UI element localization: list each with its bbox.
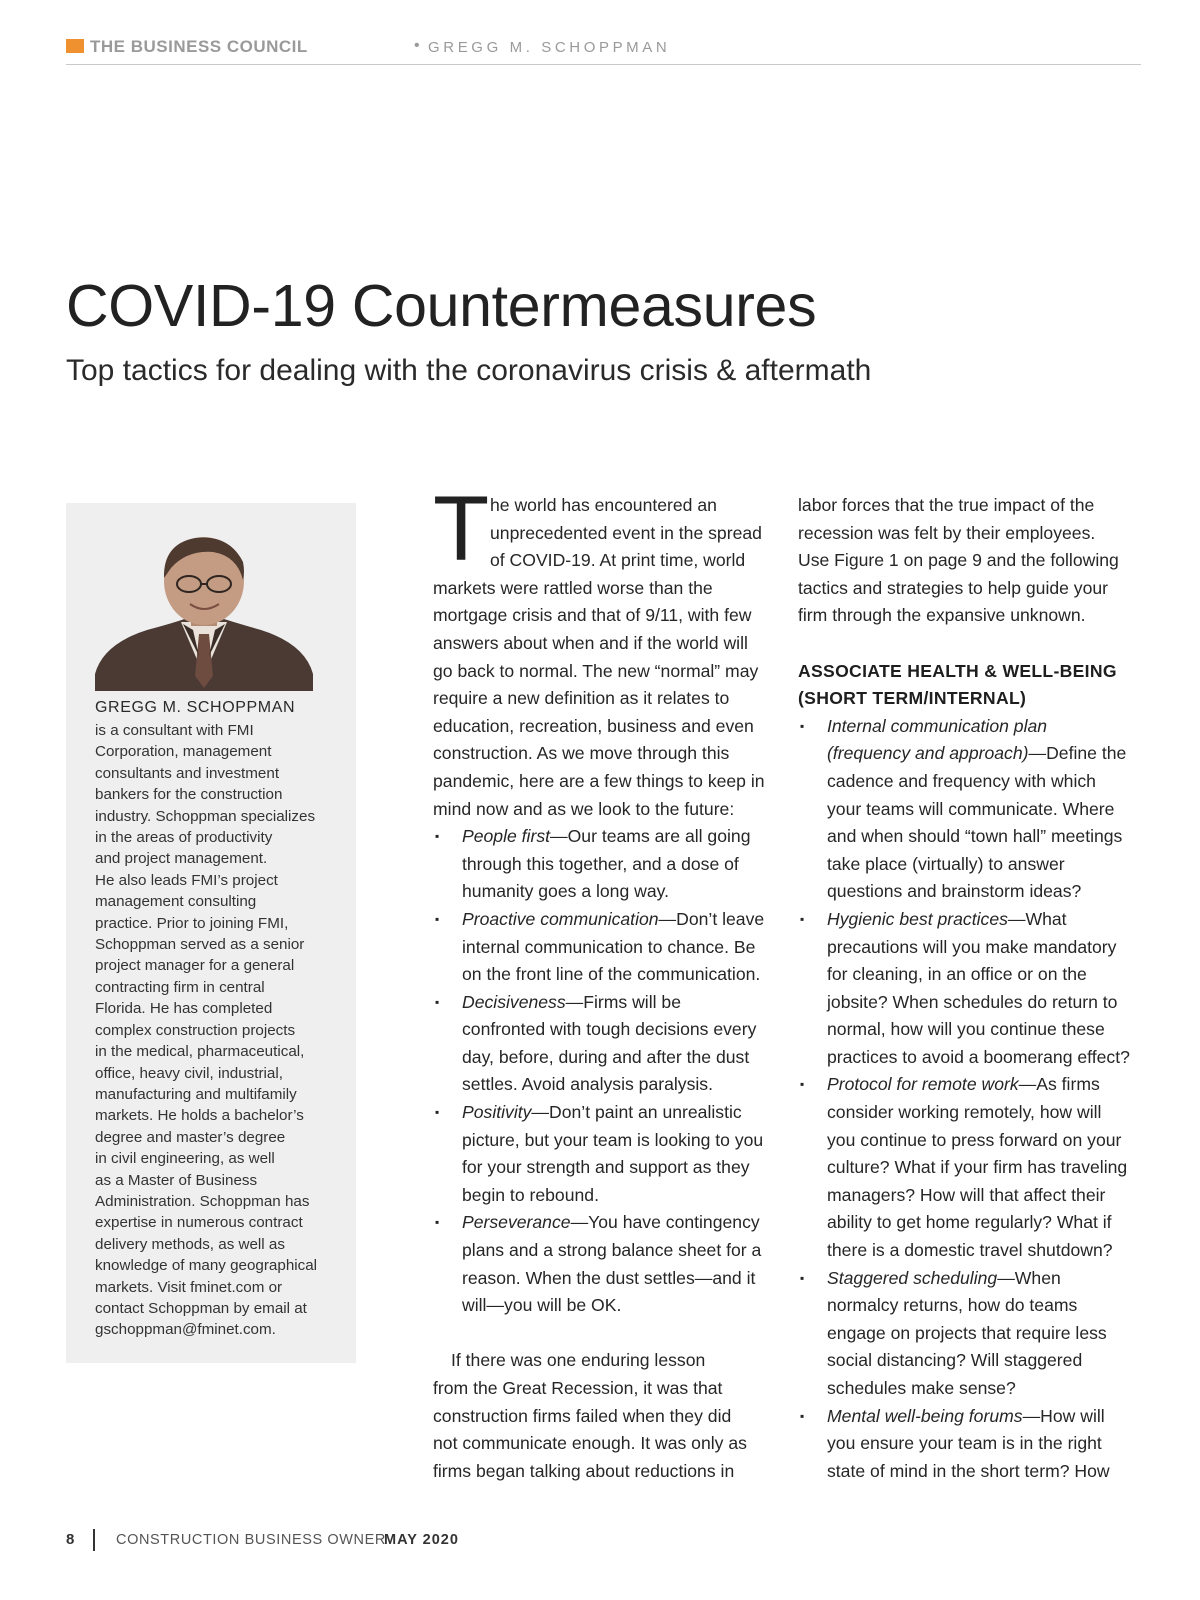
bullet-term: People first <box>462 826 551 847</box>
bullet-line <box>462 1209 773 1237</box>
section-heading: ASSOCIATE HEALTH & WELL-BEING <box>798 660 1117 681</box>
bullet-term: Perseverance <box>462 1212 571 1233</box>
bio-line: Administration. Schoppman has <box>95 1192 310 1210</box>
bullet-term: Protocol for remote work <box>827 1074 1019 1095</box>
bullet-line: through this together, and a dose of <box>462 853 739 874</box>
paragraph-gap <box>433 1320 773 1348</box>
bio-line: manufacturing and multifamily <box>95 1085 297 1103</box>
bullet-term: Positivity <box>462 1102 532 1123</box>
bullet-term: Hygienic best practices <box>827 908 1008 929</box>
bullet-line: settles. Avoid analysis paralysis. <box>462 1074 713 1095</box>
bullet-line <box>827 740 1143 768</box>
bullet-marker: ▪ <box>800 911 805 926</box>
bullet-line: will—you will be OK. <box>462 1295 622 1316</box>
bullet-line: questions and brainstorm ideas? <box>827 881 1082 902</box>
body-line: require a new definition as it relates to <box>433 688 730 709</box>
body-line: recession was felt by their employees. <box>798 522 1096 543</box>
body-line: construction firms failed when they did <box>433 1405 732 1426</box>
bio-line: is a consultant with FMI <box>95 722 254 739</box>
bullet-line <box>462 1099 773 1127</box>
bullet-line: your teams will communicate. Where <box>827 798 1115 819</box>
bullet-line: social distancing? Will staggered <box>827 1350 1083 1371</box>
bullet-marker: ▪ <box>800 1077 805 1092</box>
paragraph-gap <box>798 630 1143 658</box>
bullet-marker: ▪ <box>800 718 805 733</box>
bio-text <box>95 720 345 1341</box>
bio-line: practice. Prior to joining FMI, <box>95 914 289 932</box>
bio-line: contact Schoppman by email at <box>95 1299 307 1317</box>
bio-line: as a Master of Business <box>95 1171 258 1189</box>
bullet-item <box>798 906 1143 1072</box>
bullet-marker: ▪ <box>800 1408 805 1423</box>
bio-line: office, heavy civil, industrial, <box>95 1064 283 1082</box>
magazine-name: CONSTRUCTION BUSINESS OWNER <box>116 1532 386 1548</box>
bio-line: contracting firm in central <box>95 978 265 996</box>
body-line: mortgage crisis and that of 9/11, with few <box>433 605 752 626</box>
bullet-marker: ▪ <box>435 829 440 844</box>
body-line: construction. As we move through this <box>433 743 730 764</box>
bio-line: bankers for the construction <box>95 786 283 804</box>
body-line: labor forces that the true impact of the <box>798 495 1095 515</box>
bullet-line: begin to rebound. <box>462 1184 599 1205</box>
bio-line: markets. Visit fminet.com or <box>95 1278 283 1296</box>
bio-line: consultants and investment <box>95 764 280 782</box>
bio-line: in the areas of productivity <box>95 829 273 847</box>
bio-line: degree and master’s degree <box>95 1128 286 1146</box>
bullet-text: —What <box>1007 908 1067 929</box>
bio-line: Corporation, management <box>95 743 272 761</box>
bio-line: delivery methods, as well as <box>95 1235 285 1253</box>
bullet-item <box>798 1403 1143 1486</box>
bullet-text: —Don’t paint an unrealistic <box>531 1102 742 1123</box>
bio-line: in civil engineering, as well <box>95 1150 275 1168</box>
bullet-line <box>827 1071 1143 1099</box>
bullet-line: confronted with tough decisions every <box>462 1019 757 1040</box>
bullet-term: (frequency and approach) <box>827 743 1029 764</box>
bullet-line <box>462 989 773 1017</box>
bullet-text: —When <box>997 1267 1061 1288</box>
bullet-line: humanity goes a long way. <box>462 881 670 902</box>
bullet-term: Decisiveness <box>462 991 566 1012</box>
bio-line: He also leads FMI’s project <box>95 871 278 889</box>
author-portrait <box>95 526 313 691</box>
bullet-item <box>433 906 773 989</box>
drop-cap: T <box>433 478 490 580</box>
bullet-line: you continue to press forward on your <box>827 1129 1122 1150</box>
bullet-line: ability to get home regularly? What if <box>827 1212 1112 1233</box>
bullet-line: jobsite? When schedules do return to <box>827 991 1118 1012</box>
bio-line: and project management. <box>95 850 268 868</box>
bullet-text: —Define the <box>1028 743 1127 764</box>
body-line: markets were rattled worse than the <box>433 577 713 598</box>
bullet-term: Mental well-being forums <box>827 1405 1023 1426</box>
bio-line: project manager for a general <box>95 957 295 975</box>
bullet-line: reason. When the dust settles—and it <box>462 1267 756 1288</box>
bullet-marker: ▪ <box>800 1270 805 1285</box>
bio-line: complex construction projects <box>95 1021 296 1039</box>
bio-line: in the medical, pharmaceutical, <box>95 1043 305 1061</box>
bullet-term: Proactive communication <box>462 908 659 929</box>
bullet-line <box>827 906 1143 934</box>
bullet-line: picture, but your team is looking to you <box>462 1129 764 1150</box>
body-line: not communicate enough. It was only as <box>433 1433 747 1454</box>
bullet-text: —Firms will be <box>565 991 681 1012</box>
bullet-item <box>798 1071 1143 1264</box>
bio-line: gschoppman@fminet.com. <box>95 1321 276 1339</box>
body-line: mind now and as we look to the future: <box>433 798 735 819</box>
bullet-term: Staggered scheduling <box>827 1267 998 1288</box>
bullet-line: for cleaning, in an office or on the <box>827 964 1087 985</box>
bio-name: GREGG M. SCHOPPMAN <box>95 699 296 716</box>
body-line: education, recreation, business and even <box>433 715 754 736</box>
bullet-marker: ▪ <box>435 1105 440 1120</box>
body-line: pandemic, here are a few things to keep in <box>433 770 765 791</box>
body-line: If there was one enduring lesson <box>451 1350 706 1371</box>
bullet-line: plans and a strong balance sheet for a <box>462 1240 762 1261</box>
bullet-item <box>798 713 1143 906</box>
bullet-line: normalcy returns, how do teams <box>827 1295 1078 1316</box>
article-subtitle: Top tactics for dealing with the coronavirus crisis & aftermath <box>66 354 872 387</box>
bullet-line: consider working remotely, how will <box>827 1102 1102 1123</box>
body-line: from the Great Recession, it was that <box>433 1378 723 1398</box>
bullet-item <box>433 1209 773 1319</box>
bullet-text: —Our teams are all going <box>550 826 751 847</box>
bullet-marker: ▪ <box>435 911 440 926</box>
bullet-line: there is a domestic travel shutdown? <box>827 1240 1113 1261</box>
page-number: 8 <box>66 1531 75 1548</box>
article-column-2 <box>798 492 1143 1485</box>
bullet-item <box>798 1265 1143 1403</box>
orange-marker <box>66 39 84 53</box>
bullet-line: culture? What if your firm has traveling <box>827 1157 1128 1178</box>
header-author: GREGG M. SCHOPPMAN <box>428 39 671 56</box>
body-line: firm through the expansive unknown. <box>798 605 1086 626</box>
bullet-item <box>433 989 773 1099</box>
body-line: Use Figure 1 on page 9 and the following <box>798 550 1119 571</box>
bullet-line: internal communication to chance. Be <box>462 936 756 957</box>
section-label: THE BUSINESS COUNCIL <box>90 37 308 56</box>
body-line: he world has encountered an <box>490 495 717 515</box>
bullet-line <box>827 713 1143 741</box>
bullet-line: managers? How will that affect their <box>827 1184 1106 1205</box>
bullet-marker: ▪ <box>435 1215 440 1230</box>
bullet-line: on the front line of the communication. <box>462 964 761 985</box>
bullet-text: —As firms <box>1018 1074 1100 1095</box>
bullet-text: —You have contingency <box>570 1212 760 1233</box>
bio-line: knowledge of many geographical <box>95 1257 318 1275</box>
bullet-line: schedules make sense? <box>827 1378 1016 1398</box>
header-separator: • <box>414 37 420 54</box>
bullet-marker: ▪ <box>435 994 440 1009</box>
bio-line: markets. He holds a bachelor’s <box>95 1107 304 1125</box>
bullet-line: engage on projects that require less <box>827 1322 1107 1343</box>
bullet-line: day, before, during and after the dust <box>462 1046 750 1067</box>
body-line: unprecedented event in the spread <box>490 522 762 543</box>
bullet-line: state of mind in the short term? How <box>827 1460 1110 1481</box>
bullet-line <box>827 1265 1143 1293</box>
bio-line: Schoppman served as a senior <box>95 936 305 954</box>
running-header <box>66 36 1141 65</box>
body-line: go back to normal. The new “normal” may <box>433 660 759 681</box>
bullet-line <box>827 1403 1143 1431</box>
bullet-line <box>462 906 773 934</box>
bullet-item <box>433 823 773 906</box>
body-line: firms began talking about reductions in <box>433 1460 735 1481</box>
body-line: answers about when and if the world will <box>433 632 748 653</box>
bullet-term: Internal communication plan <box>827 715 1048 736</box>
bio-line: Florida. He has completed <box>95 1000 273 1018</box>
bullet-line: and when should “town hall” meetings <box>827 826 1123 847</box>
bullet-line: normal, how will you continue these <box>827 1019 1105 1040</box>
body-line: of COVID-19. At print time, world <box>490 550 746 571</box>
bullet-line <box>462 823 773 851</box>
bullet-line: cadence and frequency with which <box>827 770 1096 791</box>
bullet-line: you ensure your team is in the right <box>827 1433 1102 1454</box>
section-heading: (SHORT TERM/INTERNAL) <box>798 688 1027 709</box>
bio-line: management consulting <box>95 893 257 911</box>
article-column-1 <box>433 492 773 1485</box>
bullet-line: for your strength and support as they <box>462 1157 750 1178</box>
bullet-line: take place (virtually) to answer <box>827 853 1065 874</box>
footer-divider <box>93 1529 95 1551</box>
bullet-text: —Don’t leave <box>658 908 765 929</box>
article-title: COVID-19 Countermeasures <box>66 273 817 339</box>
bullet-item <box>433 1099 773 1209</box>
bullet-line: practices to avoid a boomerang effect? <box>827 1046 1130 1067</box>
bullet-text: —How will <box>1022 1405 1105 1426</box>
issue-date: MAY 2020 <box>384 1532 459 1548</box>
body-line: tactics and strategies to help guide your <box>798 577 1109 598</box>
bullet-line: precautions will you make mandatory <box>827 936 1117 957</box>
bio-line: industry. Schoppman specializes <box>95 807 316 825</box>
bio-line: expertise in numerous contract <box>95 1214 303 1232</box>
